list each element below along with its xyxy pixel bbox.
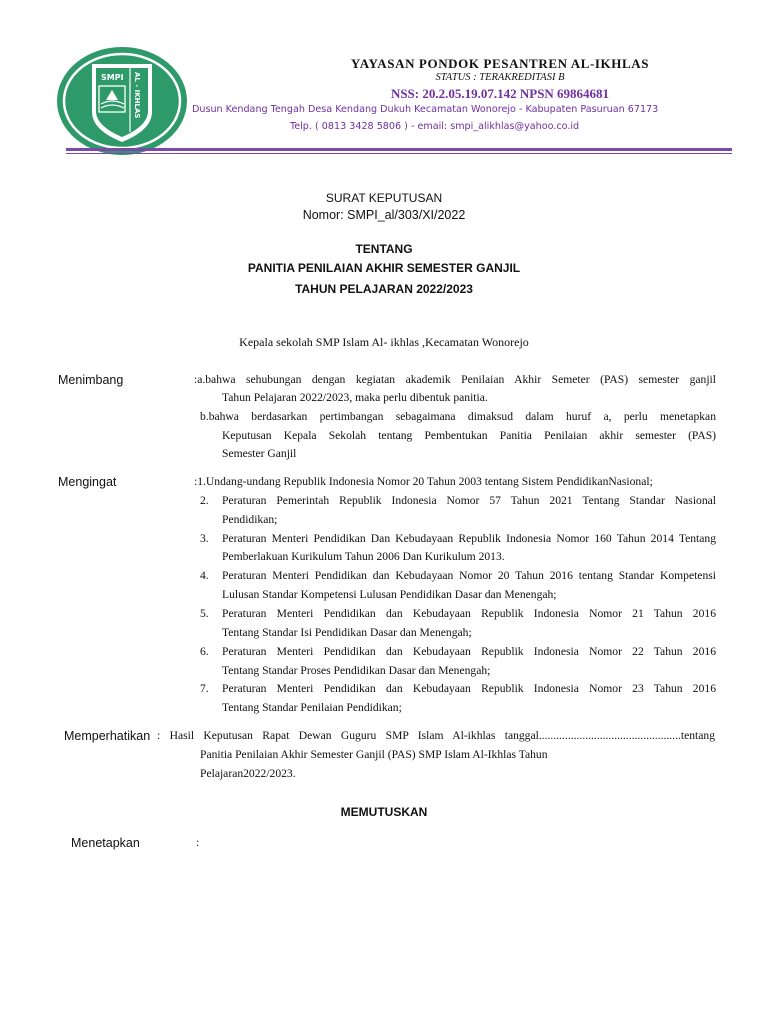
memperhatikan-line3: Pelajaran2022/2023. xyxy=(200,767,296,780)
school-contact: Telp. ( 0813 3428 5806 ) - email: smpi_alikhlas@yahoo.co.id xyxy=(290,121,580,132)
mengingat-item-3-line2: Pemberlakuan Kurikulum Tahun 2006 Dan Kurikulum 2013. xyxy=(222,550,505,563)
mengingat-item-7-line1: Peraturan Menteri Pendidikan dan Kebudayaan Republik Indonesia Nomor 23 Tahun 2016 xyxy=(222,682,716,695)
memutuskan-heading: MEMUTUSKAN xyxy=(340,805,428,819)
mengingat-item-3-num: 3. xyxy=(200,532,209,545)
mengingat-label: Mengingat xyxy=(58,475,117,489)
mengingat-item-7-line2: Tentang Standar Penilaian Pendidikan; xyxy=(222,701,402,714)
doc-type: SURAT KEPUTUSAN xyxy=(325,191,443,205)
menimbang-a-line2: Tahun Pelajaran 2022/2023, maka perlu dibentuk panitia. xyxy=(222,391,488,404)
mengingat-item-4-line1: Peraturan Menteri Pendidikan dan Kebudayaan Nomor 20 Tahun 2016 tentang Standar Kompetensi xyxy=(222,569,716,582)
doc-number: Nomor: SMPI_al/303/XI/2022 xyxy=(302,208,466,222)
menimbang-b-line1: b.bahwa berdasarkan pertimbangan sebagaimana dimaksud dalam huruf a, perlu menetapkan xyxy=(200,410,716,423)
header-divider-thin xyxy=(66,153,732,154)
logo-text-right: AL - IKHLAS xyxy=(133,72,141,119)
menetapkan-colon: : xyxy=(196,836,200,849)
accreditation-status: STATUS : TERAKREDITASI B xyxy=(435,72,565,83)
menetapkan-label: Menetapkan xyxy=(71,836,140,850)
mengingat-item-2-num: 2. xyxy=(200,494,209,507)
doc-about: TENTANG xyxy=(355,242,413,256)
mengingat-item-2-line1: Peraturan Pemerintah Republik Indonesia Nomor 57 Tahun 2021 Tentang Standar Nasional xyxy=(222,494,716,507)
mengingat-item-4-line2: Lulusan Standar Kompetensi Lulusan Pendidikan Dasar dan Menengah; xyxy=(222,588,557,601)
mengingat-item-5-line1: Peraturan Menteri Pendidikan dan Kebudayaan Republik Indonesia Nomor 21 Tahun 2016 xyxy=(222,607,716,620)
memperhatikan-line2: Panitia Penilaian Akhir Semester Ganjil (PAS) SMP Islam Al-Ikhlas Tahun xyxy=(200,748,548,761)
menimbang-a-line1: :a.bahwa sehubungan dengan kegiatan akademik Penilaian Akhir Semeter (PAS) semester ganjil xyxy=(194,373,716,386)
school-address: Dusun Kendang Tengah Desa Kendang Dukuh Kecamatan Wonorejo - Kabupaten Pasuruan 67173 xyxy=(192,104,659,115)
menimbang-b-line2: Keputusan Kepala Sekolah tentang Pembentukan Panitia Penilaian akhir semester (PAS) xyxy=(222,429,716,442)
mengingat-item-6-num: 6. xyxy=(200,645,209,658)
menimbang-label: Menimbang xyxy=(58,373,124,387)
mengingat-item-6-line1: Peraturan Menteri Pendidikan dan Kebudayaan Republik Indonesia Nomor 22 Tahun 2016 xyxy=(222,645,716,658)
memperhatikan-line1: : Hasil Keputusan Rapat Dewan Guguru SMP Islam Al-ikhlas tanggal.................................................tentang xyxy=(157,729,715,742)
logo-text-left: SMPI xyxy=(101,73,124,82)
memperhatikan-label: Memperhatikan xyxy=(64,729,151,743)
mengingat-item-5-num: 5. xyxy=(200,607,209,620)
doc-year: TAHUN PELAJARAN 2022/2023 xyxy=(295,282,473,296)
school-logo xyxy=(56,46,188,156)
nss-npsn: NSS: 20.2.05.19.07.142 NPSN 69864681 xyxy=(390,86,610,101)
menimbang-b-line3: Semester Ganjil xyxy=(222,447,297,460)
foundation-name: YAYASAN PONDOK PESANTREN AL-IKHLAS xyxy=(350,56,650,71)
mengingat-item-4-num: 4. xyxy=(200,569,209,582)
mengingat-item-1: :1.Undang-undang Republik Indonesia Nomor 20 Tahun 2003 tentang Sistem PendidikanNasional; xyxy=(194,475,653,488)
mengingat-item-7-num: 7. xyxy=(200,682,209,695)
mengingat-item-2-line2: Pendidikan; xyxy=(222,513,278,526)
mengingat-item-3-line1: Peraturan Menteri Pendidikan Dan Kebudayaan Republik Indonesia Nomor 160 Tahun 2014 Tentang xyxy=(222,532,716,545)
intro-line: Kepala sekolah SMP Islam Al- ikhlas ,Kecamatan Wonorejo xyxy=(239,335,529,349)
doc-subject: PANITIA PENILAIAN AKHIR SEMESTER GANJIL xyxy=(247,261,521,275)
mengingat-item-6-line2: Tentang Standar Proses Pendidikan Dasar dan Menengah; xyxy=(222,664,491,677)
mengingat-item-5-line2: Tentang Standar Isi Pendidikan Dasar dan Menengah; xyxy=(222,626,472,639)
header-divider-thick xyxy=(66,148,732,151)
